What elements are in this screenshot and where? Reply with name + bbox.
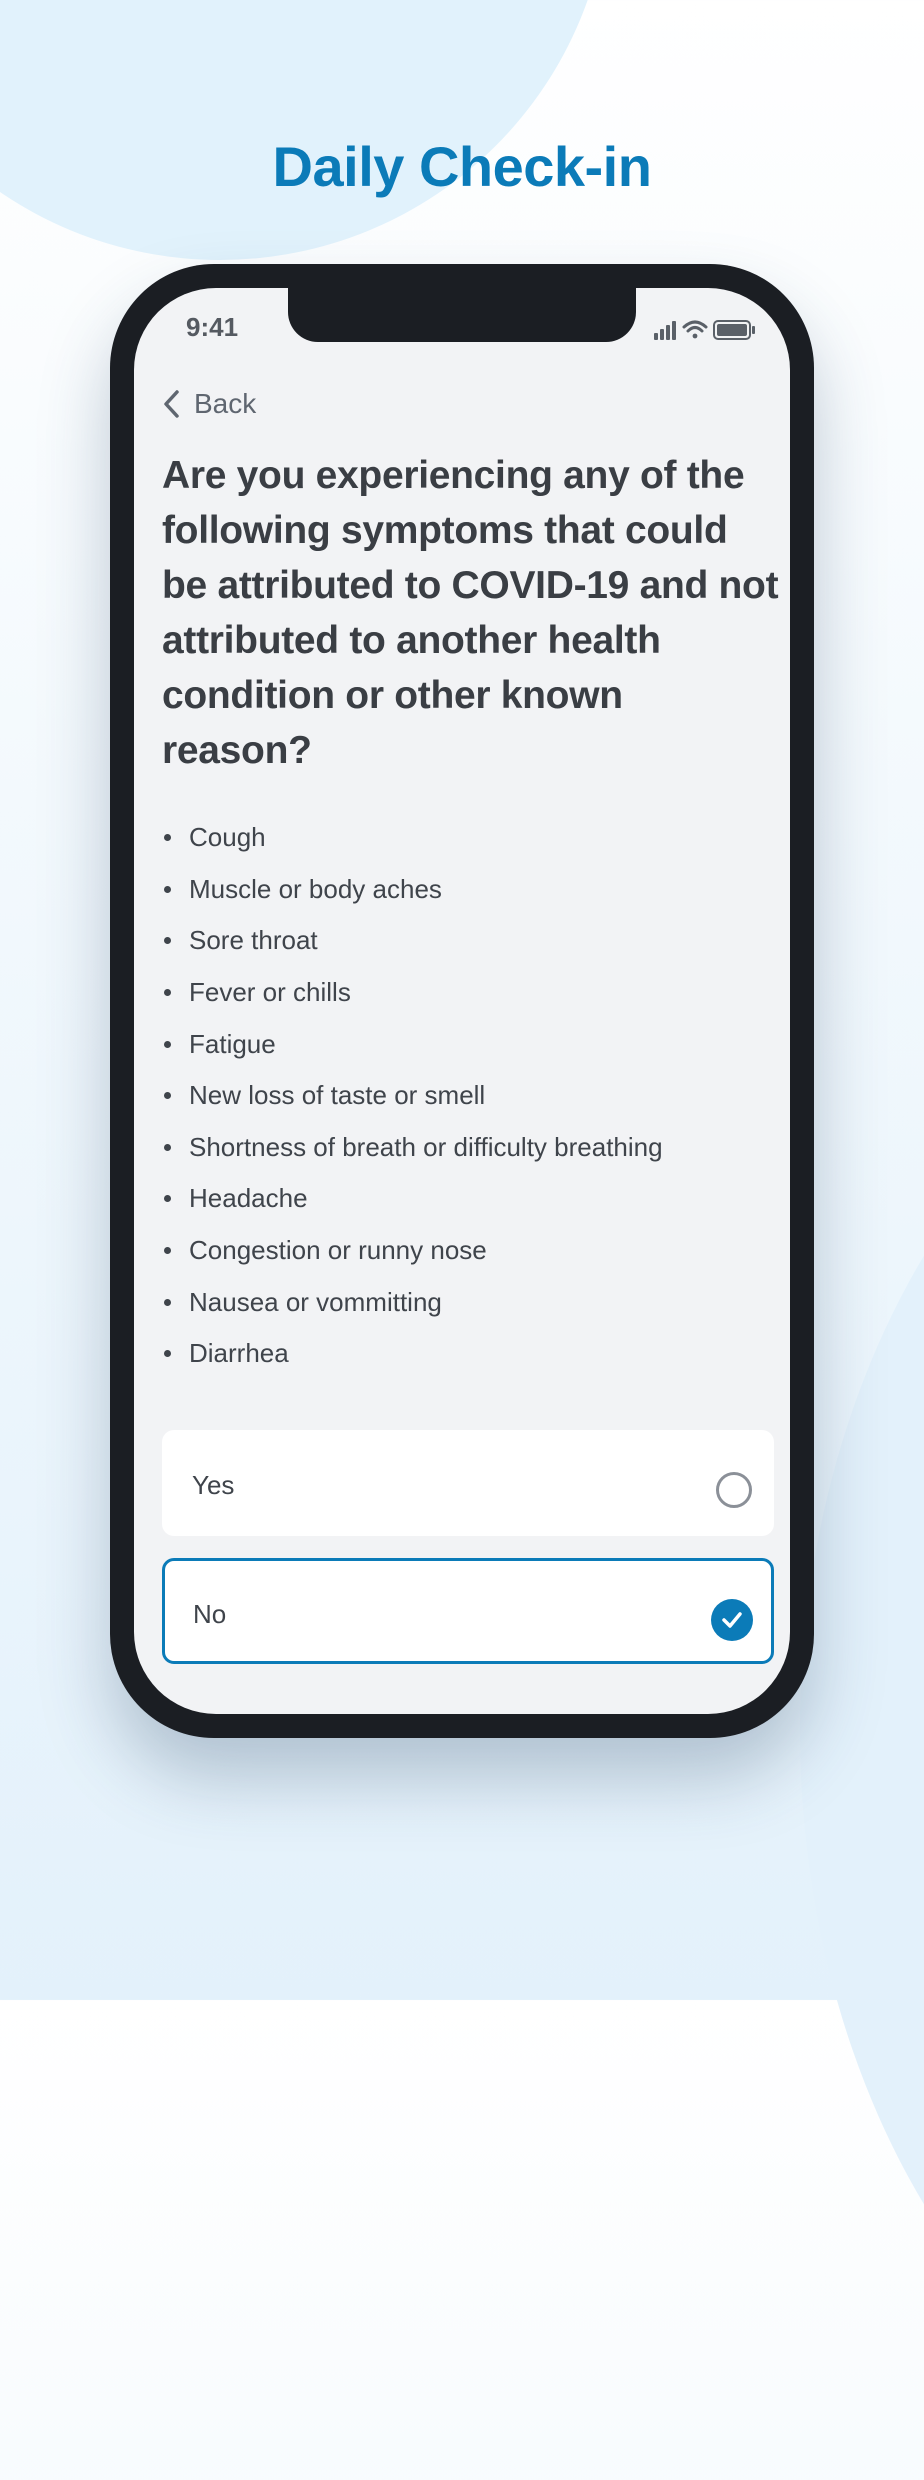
list-item	[162, 1070, 782, 1122]
list-item	[162, 1276, 782, 1328]
bullet-icon	[164, 1092, 171, 1099]
bullet-icon	[164, 1144, 171, 1151]
list-item	[162, 812, 782, 864]
option-no[interactable]	[162, 1558, 774, 1664]
option-label: Yes	[192, 1470, 235, 1500]
page-headline: Daily Check-in	[272, 135, 652, 198]
wifi-icon	[684, 322, 706, 338]
phone-screen	[134, 288, 790, 1714]
symptom-label: Nausea or vommitting	[189, 1286, 442, 1317]
symptom-label: Sore throat	[189, 925, 318, 956]
symptom-list	[162, 812, 782, 1380]
symptom-label: Congestion or runny nose	[189, 1235, 487, 1266]
radio-unchecked-icon[interactable]	[716, 1472, 752, 1508]
checkmark-icon	[721, 1611, 743, 1629]
symptom-label: Fatigue	[189, 1028, 276, 1059]
signal-icon	[654, 321, 676, 340]
list-item	[162, 1328, 782, 1380]
symptom-label: Muscle or body aches	[189, 873, 442, 904]
background-blob-right	[800, 980, 924, 2480]
symptom-label: Shortness of breath or difficulty breathing	[189, 1131, 663, 1162]
list-item	[162, 1122, 782, 1174]
back-button[interactable]	[162, 384, 256, 424]
background-blob-top	[0, 0, 610, 260]
bullet-icon	[164, 886, 171, 893]
radio-checked-icon[interactable]	[711, 1599, 753, 1641]
list-item	[162, 864, 782, 916]
status-time: 9:41	[186, 312, 239, 342]
bullet-icon	[164, 1299, 171, 1306]
list-item	[162, 967, 782, 1019]
question-heading: Are you experiencing any of the following symptoms that could be attributed to COVID-19 and not attributed to another health condition or other known reason?	[162, 454, 779, 772]
symptom-label: Fever or chills	[189, 977, 351, 1008]
bullet-icon	[164, 1041, 171, 1048]
back-label: Back	[194, 388, 257, 419]
bullet-icon	[164, 834, 171, 841]
option-label: No	[193, 1599, 227, 1629]
bullet-icon	[164, 937, 171, 944]
status-icons	[654, 316, 774, 344]
phone-notch	[288, 288, 636, 342]
chevron-left-icon	[162, 389, 180, 419]
list-item	[162, 915, 782, 967]
bullet-icon	[164, 1350, 171, 1357]
bullet-icon	[164, 1247, 171, 1254]
symptom-label: Diarrhea	[189, 1338, 289, 1369]
symptom-label: New loss of taste or smell	[189, 1080, 486, 1111]
symptom-label: Cough	[189, 822, 266, 853]
bullet-icon	[164, 989, 171, 996]
option-yes[interactable]	[162, 1430, 774, 1536]
battery-icon	[714, 321, 755, 339]
list-item	[162, 1018, 782, 1070]
list-item	[162, 1225, 782, 1277]
list-item	[162, 1173, 782, 1225]
bullet-icon	[164, 1195, 171, 1202]
phone-frame	[110, 264, 814, 1738]
symptom-label: Headache	[189, 1183, 308, 1214]
